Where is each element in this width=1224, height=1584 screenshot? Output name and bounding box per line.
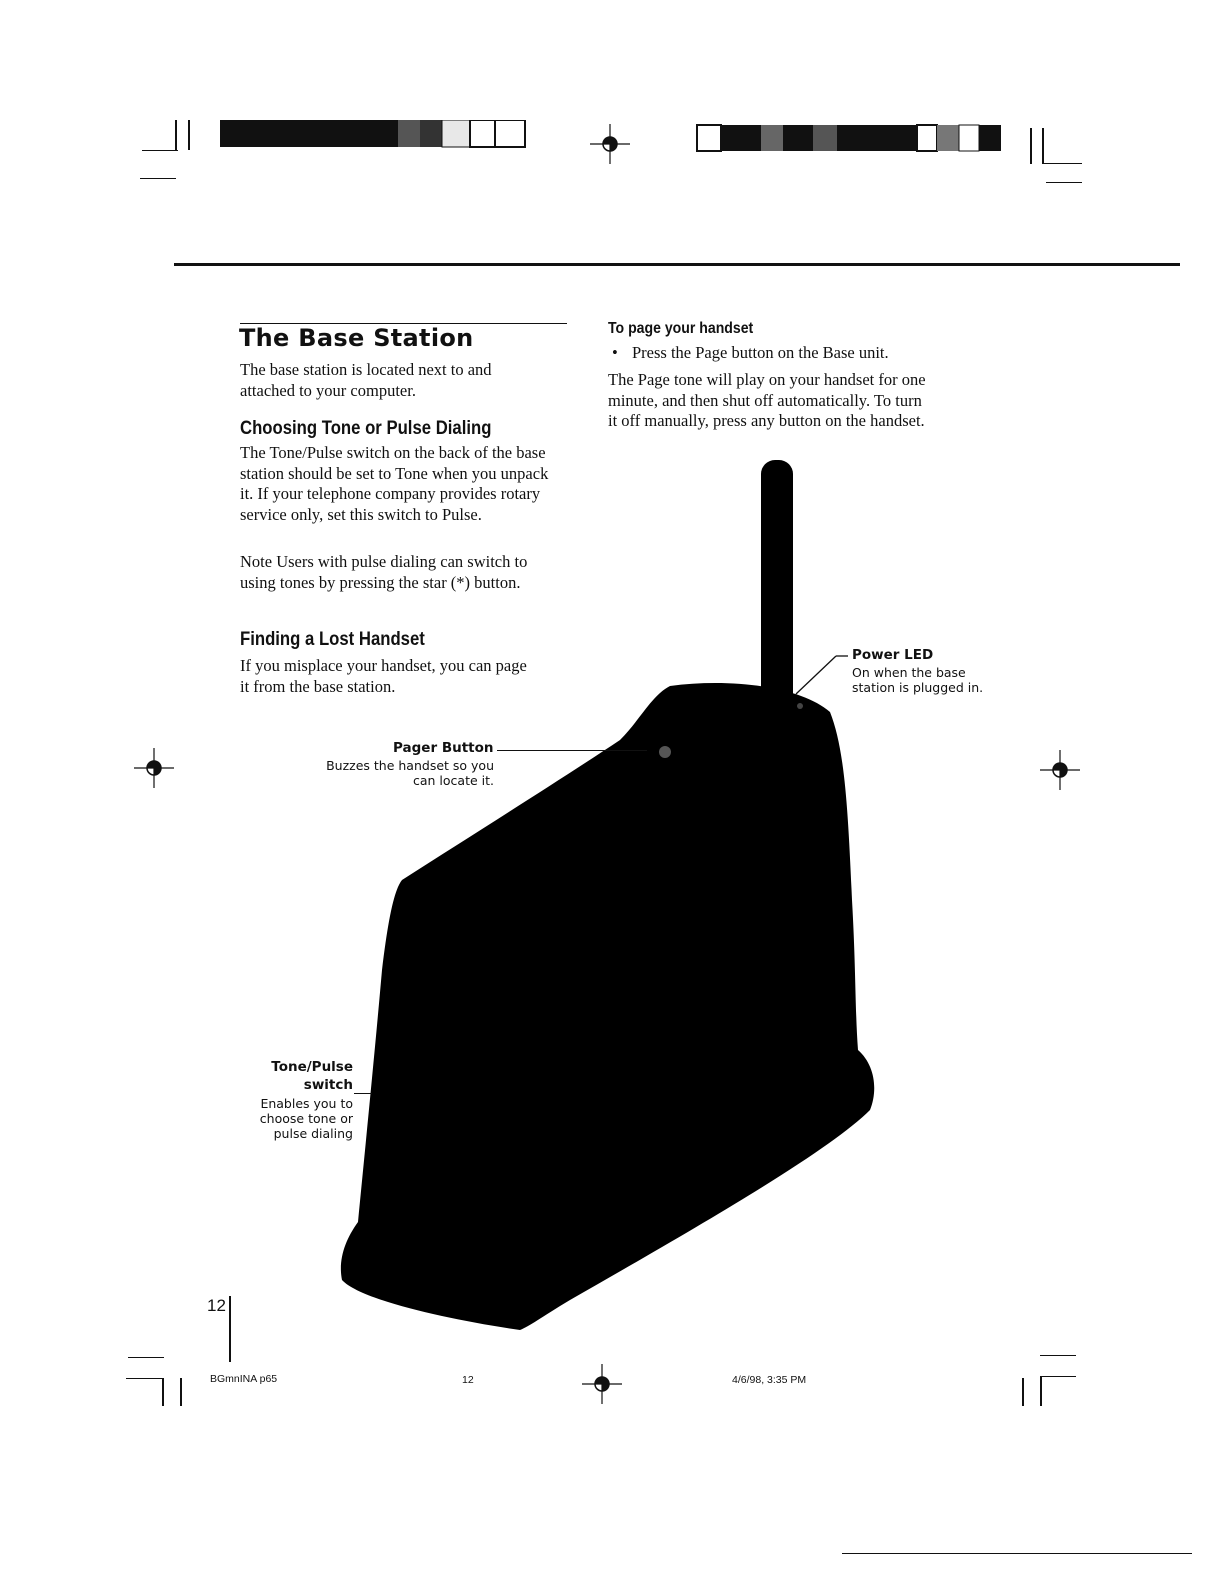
footer-page: 12 xyxy=(462,1374,474,1386)
page-number-rule xyxy=(229,1296,231,1362)
intro-paragraph: The base station is located next to and attached to your computer. xyxy=(240,360,492,400)
page-title: The Base Station xyxy=(239,324,474,352)
left-color-bar xyxy=(220,120,530,152)
bullet-icon: • xyxy=(612,343,618,362)
power-led-text: On when the base station is plugged in. xyxy=(852,665,984,695)
paging-paragraph: The Page tone will play on your handset for one minute, and then shut off automatically. To turn it off manually, press any button on the handset. xyxy=(608,370,926,430)
lost-handset-paragraph: If you misplace your handset, you can page it from the base station. xyxy=(240,656,527,696)
footer-timestamp: 4/6/98, 3:35 PM xyxy=(732,1374,807,1386)
right-color-bar xyxy=(696,124,1006,156)
pager-button-text: Buzzes the handset so you can locate it. xyxy=(326,758,494,788)
tone-pulse-title: Tone/Pulse switch xyxy=(271,1059,353,1093)
antenna xyxy=(761,460,793,710)
note-paragraph: Note Users with pulse dialing can switch to using tones by pressing the star (*) button. xyxy=(240,552,528,592)
pager-button-leader xyxy=(497,750,647,751)
pager-button-icon xyxy=(659,746,671,758)
power-led-icon xyxy=(797,703,803,709)
tone-pulse-paragraph: The Tone/Pulse switch on the back of the base station should be set to Tone when you unpack it. If your telephone company provides rotary service only, set this switch to Pulse. xyxy=(240,443,549,524)
tone-pulse-leader xyxy=(354,1093,372,1094)
paging-bullet xyxy=(612,343,952,364)
paging-title: To page your handset xyxy=(608,320,754,337)
left-registration-target-icon xyxy=(134,748,174,788)
footer-registration-target-icon xyxy=(582,1364,622,1404)
tone-pulse-text: Enables you to choose tone or pulse dialing xyxy=(259,1096,353,1141)
paging-bullet-text: Press the Page button on the Base unit. xyxy=(632,343,889,362)
page-number: 12 xyxy=(207,1296,226,1315)
registration-target-icon xyxy=(590,124,630,164)
power-led-leader xyxy=(790,650,852,700)
right-registration-target-icon xyxy=(1040,750,1080,790)
header-rule xyxy=(174,263,1180,266)
pager-button-title: Pager Button xyxy=(393,740,494,756)
power-led-title: Power LED xyxy=(852,647,934,663)
section-title-lost-handset: Finding a Lost Handset xyxy=(240,629,425,650)
section-title-tone-pulse: Choosing Tone or Pulse Dialing xyxy=(240,418,492,439)
footer-filename: BGmnINA p65 xyxy=(210,1373,278,1385)
base-station-illustration xyxy=(330,450,890,1360)
